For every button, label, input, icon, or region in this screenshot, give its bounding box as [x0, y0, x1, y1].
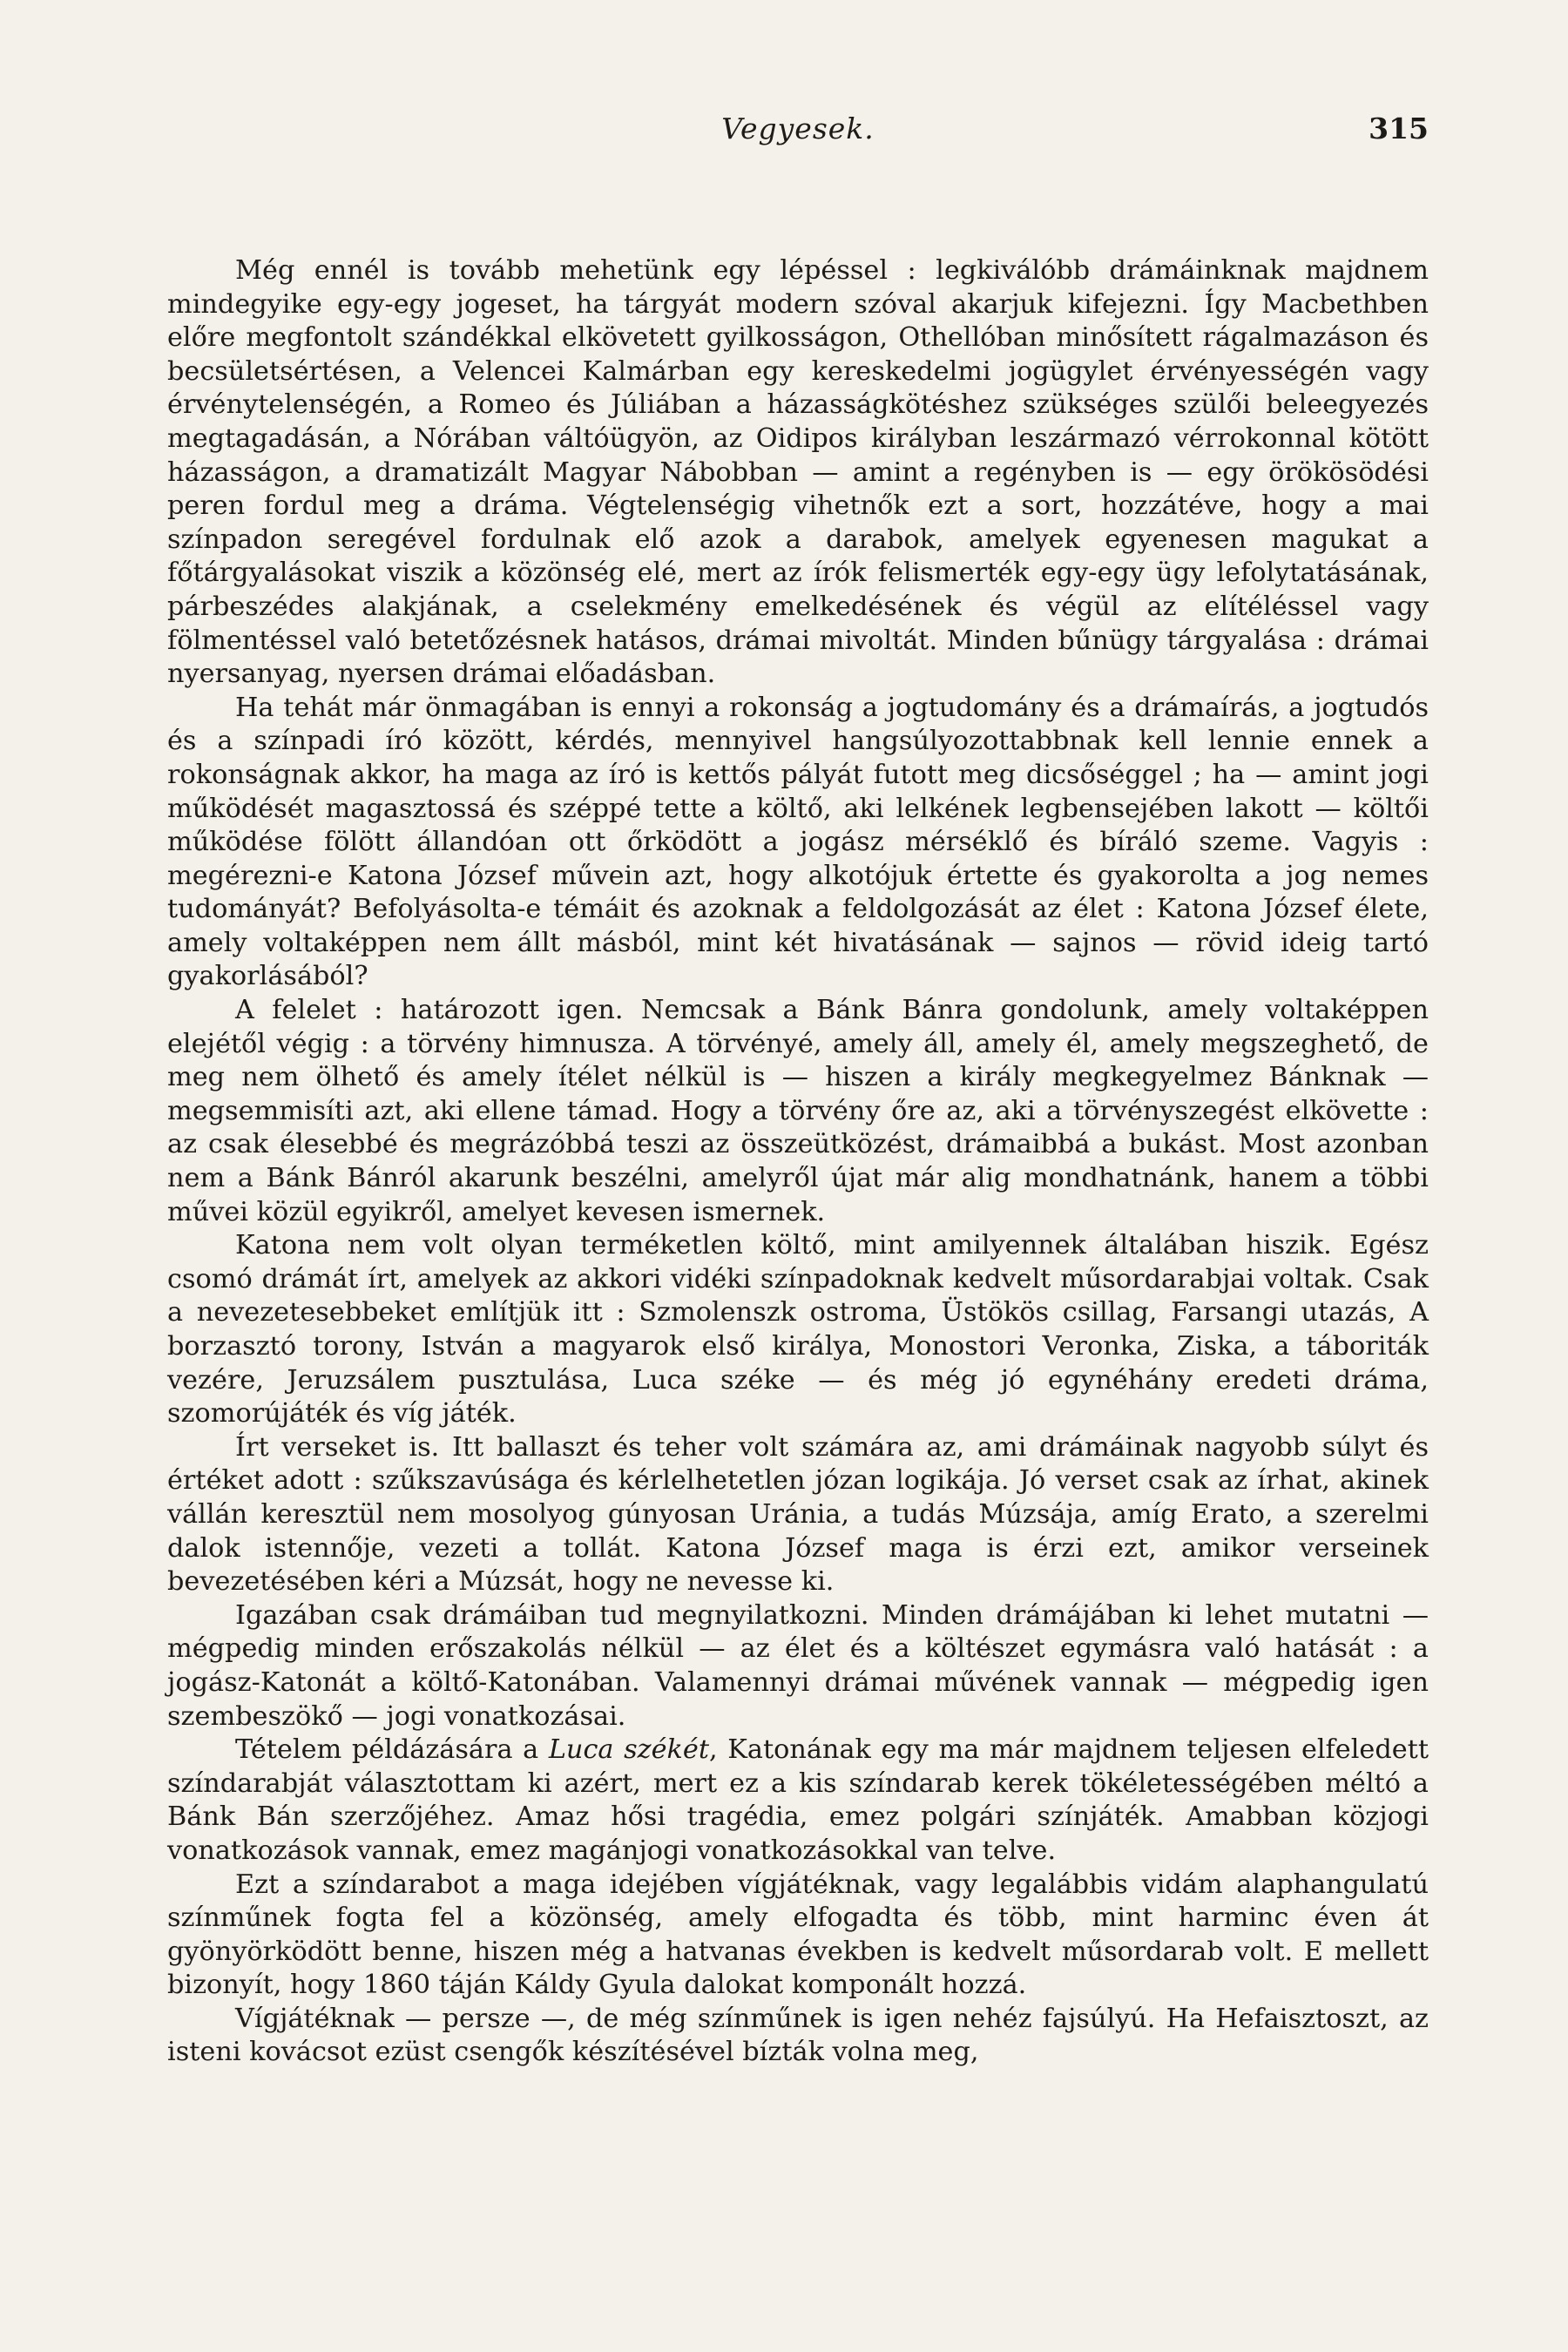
paragraph: Ezt a színdarabot a maga idejében vígjátéknak, vagy legalábbis vidám alaphangulatú színműnek fogta fel a közönség, amely elfogadta és több, mint harminc éven át gyönyörködött benne, hiszen még a hatvanas években is kedvelt műsordarab volt. E mellett bizonyít, hogy 1860 táján Káldy Gyula dalokat komponált hozzá.	[167, 1869, 1429, 2001]
play-title: Luca székét	[548, 1734, 709, 1766]
body-text	[167, 254, 1429, 2070]
paragraph: Ha tehát már önmagában is ennyi a rokonság a jogtudomány és a drámaírás, a jogtudós és a színpadi író között, kérdés, mennyivel hangsúlyozottabbnak kell lennie ennek a rokonságnak akkor, ha maga az író is kettős pályát futott meg dicsőséggel ; ha — amint jogi működését magasztossá és széppé tette a költő, aki lelkének legbensejében lakott — költői működése fölött állandóan ott őrködött a jogász mérséklő és bíráló szeme. Vagyis : megérezni-e Katona József művein azt, hogy alkotójuk értette és gyakorolta a jog nemes tudományát? Befolyásolta-e témáit és azoknak a feldolgozását az élet : Katona József élete, amely voltaképpen nem állt másból, mint két hivatásának — sajnos — rövid ideig tartó gyakorlásából?	[167, 692, 1429, 992]
paragraph-text: , Katonának egy ma már majdnem teljesen elfeledett színdarabját választottam ki azért, mert ez a kis színdarab kerek tökéletességében méltó a Bánk Bán szerzőjéhez. Amaz hősi tragédia, emez polgári színjáték. Amabban közjogi vonatkozások vannak, emez magánjogi vonatkozásokkal van telve.	[167, 1734, 1429, 1866]
paragraph: Vígjátéknak — persze —, de még színműnek is igen nehéz fajsúlyú. Ha Hefaisztoszt, az isteni kovácsot ezüst csengők készítésével bízták volna meg,	[167, 2003, 1429, 2068]
running-title: Vegyesek.	[721, 112, 875, 145]
running-head	[167, 112, 1429, 155]
paragraph-text: Tételem példázására a	[235, 1734, 549, 1766]
paragraph: Katona nem volt olyan terméketlen költő, mint amilyennek általában hiszik. Egész csomó drámát írt, amelyek az akkori vidéki színpadoknak kedvelt műsordarabjai voltak. Csak a nevezetesebbeket említjük itt : Szmolenszk ostroma, Üstökös csillag, Farsangi utazás, A borzasztó torony, István a magyarok első királya, Monostori Veronka, Ziska, a táboriták vezére, Jeruzsálem pusztulása, Luca széke — és még jó egynéhány eredeti dráma, szomorújáték és víg játék.	[167, 1230, 1429, 1429]
paragraph: Igazában csak drámáiban tud megnyilatkozni. Minden drámájában ki lehet mutatni — mégpedig minden erőszakolás nélkül — az élet és a költészet egymásra való hatását : a jogász-Katonát a költő-Katonában. Valamennyi drámai művének vannak — mégpedig igen szembeszökő — jogi vonatkozásai.	[167, 1599, 1429, 1732]
paragraph: Írt verseket is. Itt ballaszt és teher volt számára az, ami drámáinak nagyobb súlyt és értéket adott : szűkszavúsága és kérlelhetetlen józan logikája. Jó verset csak az írhat, akinek vállán keresztül nem mosolyog gúnyosan Uránia, a tudás Múzsája, amíg Erato, a szerelmi dalok istennője, vezeti a tollát. Katona József maga is érzi ezt, amikor verseinek bevezetésében kéri a Múzsát, hogy ne nevesse ki.	[167, 1431, 1429, 1598]
page-number: 315	[1369, 112, 1429, 145]
paragraph: Még ennél is tovább mehetünk egy lépéssel : legkiválóbb drámáinknak majdnem mindegyike egy-egy jogeset, ha tárgyát modern szóval akarjuk kifejezni. Így Macbethben előre megfontolt szándékkal elkövetett gyilkosságon, Othellóban minősített rágalmazáson és becsületsértésen, a Velencei Kalmárban egy kereskedelmi jogügylet érvényességén vagy érvénytelenségén, a Romeo és Júliában a házasságkötéshez szükséges szülői beleegyezés megtagadásán, a Nórában váltóügyön, az Oidipos királyban leszármazó vérrokonnal kötött házasságon, a dramatizált Magyar Nábobban — amint a regényben is — egy örökösödési peren fordul meg a dráma. Végtelenségig vihetnők ezt a sort, hozzátéve, hogy a mai színpadon seregével fordulnak elő azok a darabok, amelyek egyenesen magukat a főtárgyalásokat viszik a közönség elé, mert az írók felismerték egy-egy ügy lefolytatásának, párbeszédes alakjának, a cselekmény emelkedésének és végül az elítéléssel vagy fölmentéssel való betetőzésnek hatásos, drámai mivoltát. Minden bűnügy tárgyalása : drámai nyersanyag, nyersen drámai előadásban.	[167, 255, 1429, 690]
paragraph: A felelet : határozott igen. Nemcsak a Bánk Bánra gondolunk, amely voltaképpen elejétől végig : a törvény himnusza. A törvényé, amely áll, amely él, amely megszeghető, de meg nem ölhető és amely ítélet nélkül is — hiszen a király megkegyelmez Bánknak — megsemmisíti azt, aki ellene támad. Hogy a törvény őre az, aki a törvényszegést elkövette : az csak élesebbé és megrázóbbá teszi az összeütközést, drámaibbá a bukást. Most azonban nem a Bánk Bánról akarunk beszélni, amelyről újat már alig mondhatnánk, hanem a többi művei közül egyikről, amelyet kevesen ismernek.	[167, 995, 1429, 1227]
paragraph-with-title	[167, 1734, 1429, 1868]
